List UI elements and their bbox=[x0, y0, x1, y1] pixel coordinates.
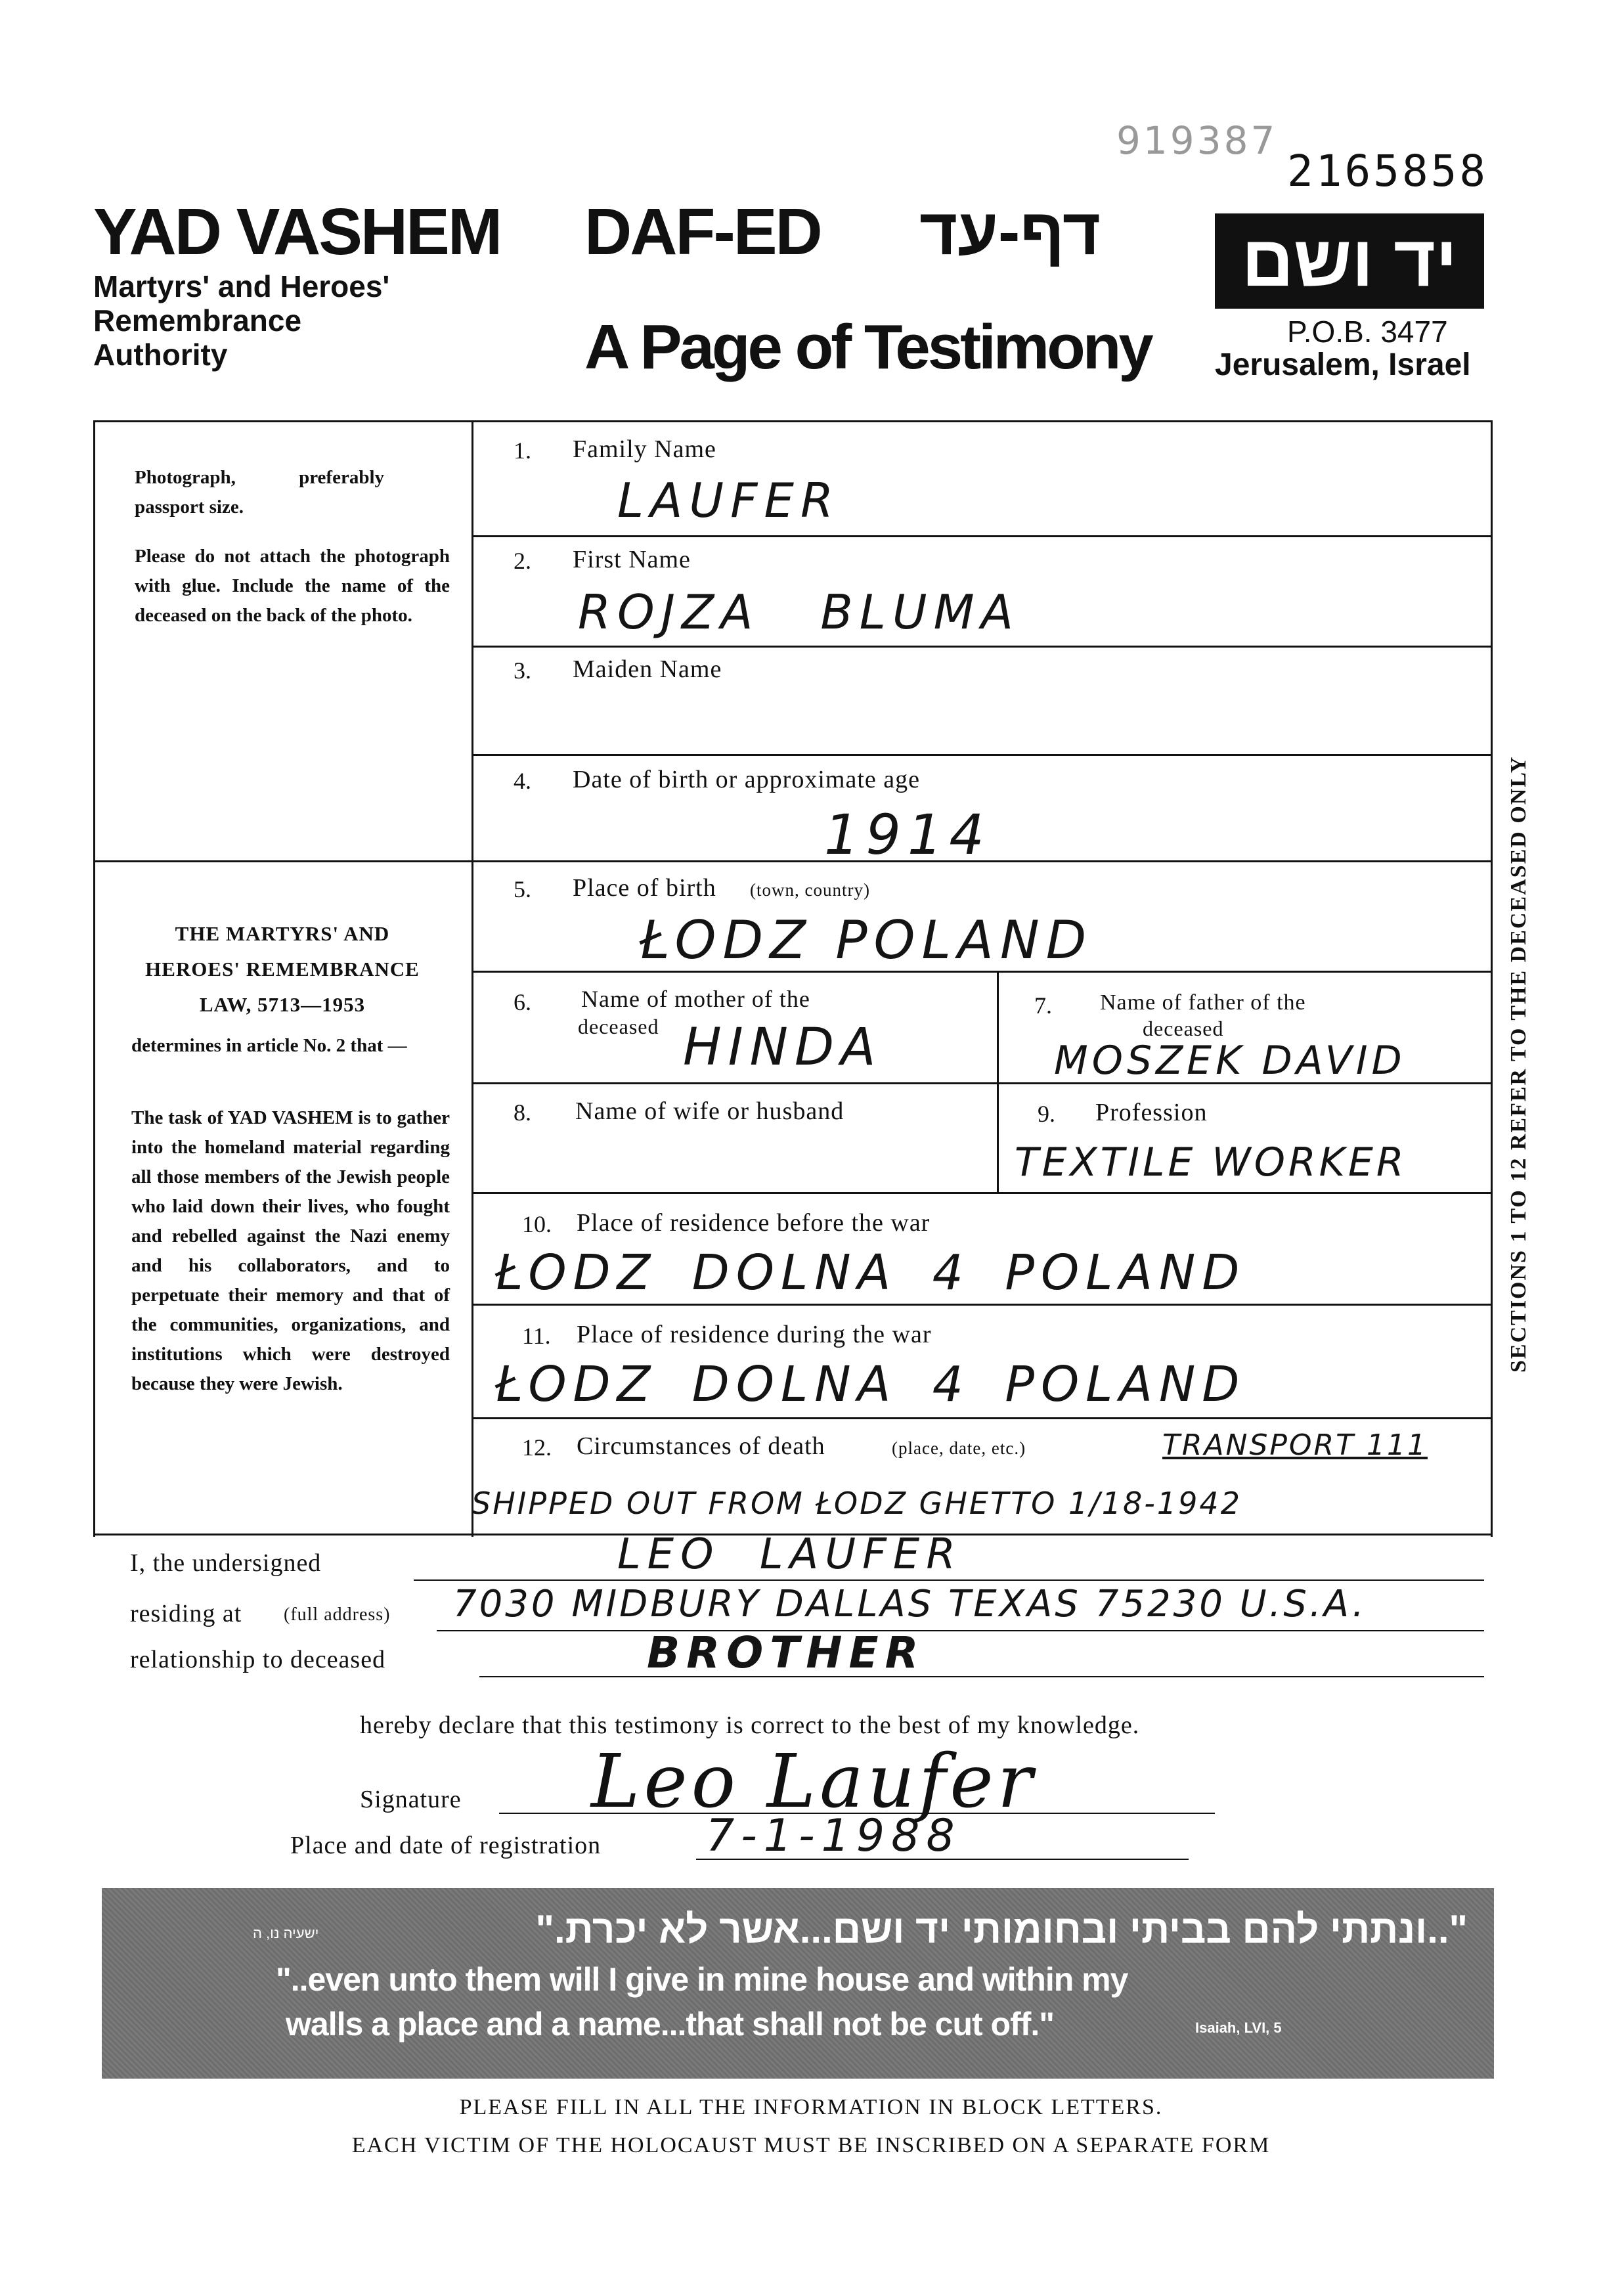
date-of-birth-label: Date of birth or approximate age bbox=[573, 766, 920, 793]
logo-hebrew-text: יד ושם bbox=[1241, 221, 1458, 301]
field-number: 10. bbox=[522, 1211, 552, 1237]
vertical-note: SECTIONS 1 TO 12 REFER TO THE DECEASED ONLY bbox=[1506, 755, 1531, 1373]
pob: P.O.B. 3477 bbox=[1287, 315, 1448, 349]
circumstances-sublabel: (place, date, etc.) bbox=[892, 1438, 1026, 1458]
mother-name-value[interactable]: HINDA bbox=[683, 1018, 883, 1077]
yad-vashem-logo bbox=[1215, 213, 1484, 309]
banner-english-ref: Isaiah, LVI, 5 bbox=[1195, 2020, 1282, 2036]
date-of-birth-value[interactable]: 1914 bbox=[824, 803, 991, 867]
residence-before-label: Place of residence before the war bbox=[577, 1209, 931, 1237]
quote-banner bbox=[102, 1888, 1494, 2079]
field-number: 7. bbox=[1034, 992, 1052, 1019]
column-divider bbox=[997, 971, 999, 1192]
field-number: 12. bbox=[522, 1434, 552, 1461]
first-name-value[interactable]: ROJZA BLUMA bbox=[578, 585, 1020, 640]
field-number: 11. bbox=[522, 1323, 551, 1349]
circumstances-value[interactable]: TRANSPORT 111 bbox=[1162, 1428, 1428, 1462]
org-sub-line: Remembrance bbox=[93, 303, 302, 338]
father-name-label-2: deceased bbox=[1143, 1017, 1224, 1040]
city: Jerusalem, Israel bbox=[1215, 347, 1471, 382]
form-left-border bbox=[93, 420, 95, 1537]
underline bbox=[437, 1630, 1484, 1631]
field-number: 3. bbox=[514, 657, 531, 684]
father-name-value[interactable]: MOSZEK DAVID bbox=[1054, 1038, 1406, 1084]
address-label: residing at bbox=[130, 1600, 242, 1627]
row-line bbox=[471, 646, 1491, 648]
registration-value[interactable]: 7-1-1988 bbox=[706, 1810, 961, 1862]
signature[interactable]: Leo Laufer bbox=[591, 1739, 1037, 1824]
residence-during-value[interactable]: ŁODZ DOLNA 4 POLAND bbox=[496, 1356, 1246, 1413]
sidebar-divider bbox=[93, 860, 471, 862]
place-of-birth-value[interactable]: ŁODZ POLAND bbox=[640, 910, 1093, 971]
law-title bbox=[105, 916, 460, 1023]
field-number: 1. bbox=[514, 437, 531, 464]
profession-value[interactable]: TEXTILE WORKER bbox=[1015, 1139, 1407, 1185]
father-name-label: Name of father of the bbox=[1100, 990, 1306, 1015]
archive-number-old: 919387 bbox=[1116, 118, 1278, 163]
field-number: 4. bbox=[514, 768, 531, 794]
form-right-border bbox=[1491, 420, 1493, 1537]
page-title: A Page of Testimony bbox=[584, 312, 1151, 382]
maiden-name-label: Maiden Name bbox=[573, 655, 722, 683]
profession-label: Profession bbox=[1095, 1099, 1208, 1126]
law-title-line: THE MARTYRS' AND bbox=[175, 922, 390, 945]
place-of-birth-label: Place of birth bbox=[573, 874, 716, 902]
address-value[interactable]: 7030 MIDBURY DALLAS TEXAS 75230 U.S.A. bbox=[453, 1583, 1367, 1625]
place-of-birth-sublabel: (town, country) bbox=[750, 880, 870, 900]
photo-instructions: Please do not attach the photograph with glue. Include the name of the deceased on the back of the photo. bbox=[135, 546, 450, 626]
org-sub-line: Authority bbox=[93, 338, 228, 372]
form-middle-border bbox=[471, 420, 473, 1537]
underline bbox=[479, 1676, 1484, 1677]
law-article: determines in article No. 2 that — bbox=[131, 1035, 407, 1056]
row-line bbox=[471, 1192, 1491, 1194]
banner-english-1: "..even unto them will I give in mine house and within my bbox=[276, 1961, 1128, 1998]
residence-during-label: Place of residence during the war bbox=[577, 1321, 932, 1348]
row-line bbox=[471, 1417, 1491, 1419]
address-sublabel: (full address) bbox=[284, 1604, 391, 1625]
row-line bbox=[471, 754, 1491, 756]
family-name-label: Family Name bbox=[573, 435, 716, 463]
org-name: YAD VASHEM bbox=[93, 195, 501, 269]
registration-label: Place and date of registration bbox=[290, 1832, 602, 1859]
law-text: The task of YAD VASHEM is to gather into the homeland material regarding all those members of the Jewish people who laid down their lives, who fought and rebelled against the Nazi enemy and his collaborators, and to perpetuate their memory and that of the communities, organizations, and institutions which were destroyed because they were Jewish. bbox=[131, 1107, 450, 1394]
declare-text: hereby declare that this testimony is correct to the best of my knowledge. bbox=[360, 1711, 1140, 1739]
daf-ed-hebrew: דף-עד bbox=[919, 195, 1101, 269]
mother-name-label: Name of mother of the bbox=[581, 986, 810, 1012]
field-number: 2. bbox=[514, 548, 531, 574]
circumstances-value-2[interactable]: SHIPPED OUT FROM ŁODZ GHETTO 1/18-1942 bbox=[471, 1486, 1242, 1521]
banner-hebrew: "..ונתתי להם בביתי ובחומותי יד ושם...אשר לא יכרת." bbox=[535, 1907, 1468, 1951]
footer-line: EACH VICTIM OF THE HOLOCAUST MUST BE INSCRIBED ON A SEPARATE FORM bbox=[351, 2133, 1271, 2157]
underline bbox=[414, 1579, 1484, 1581]
first-name-label: First Name bbox=[573, 546, 691, 573]
daf-ed-title: DAF-ED bbox=[584, 195, 821, 269]
photo-note: Photograph, preferably passport size. bbox=[135, 467, 384, 518]
org-sub-line: Martyrs' and Heroes' bbox=[93, 269, 390, 303]
undersigned-value[interactable]: LEO LAUFER bbox=[617, 1530, 962, 1579]
residence-before-value[interactable]: ŁODZ DOLNA 4 POLAND bbox=[496, 1245, 1246, 1301]
field-number: 5. bbox=[514, 876, 531, 902]
relationship-label: relationship to deceased bbox=[130, 1646, 386, 1673]
spouse-name-label: Name of wife or husband bbox=[575, 1097, 844, 1125]
field-number: 6. bbox=[514, 989, 531, 1015]
org-subtitle bbox=[93, 269, 389, 372]
law-title-line: LAW, 5713—1953 bbox=[199, 993, 366, 1016]
family-name-value[interactable]: LAUFER bbox=[617, 473, 840, 528]
footer bbox=[0, 2088, 1622, 2165]
banner-hebrew-ref: ישעיה נו, ה bbox=[253, 1925, 319, 1941]
field-number: 8. bbox=[514, 1099, 531, 1126]
archive-number: 2165858 bbox=[1287, 146, 1489, 196]
circumstances-label: Circumstances of death bbox=[577, 1432, 825, 1460]
mother-name-label-2: deceased bbox=[578, 1015, 659, 1038]
field-number: 9. bbox=[1038, 1101, 1055, 1127]
undersigned-label: I, the undersigned bbox=[130, 1549, 322, 1577]
form-top-border bbox=[93, 420, 1492, 422]
row-line bbox=[471, 535, 1491, 537]
law-title-line: HEROES' REMEMBRANCE bbox=[145, 958, 420, 981]
footer-line: PLEASE FILL IN ALL THE INFORMATION IN BLOCK LETTERS. bbox=[459, 2095, 1163, 2119]
row-line bbox=[471, 971, 1491, 973]
relationship-value[interactable]: BROTHER bbox=[647, 1627, 925, 1678]
row-line bbox=[471, 1304, 1491, 1306]
signature-label: Signature bbox=[360, 1786, 462, 1813]
banner-english-2: walls a place and a name...that shall not be cut off." bbox=[286, 2006, 1054, 2042]
